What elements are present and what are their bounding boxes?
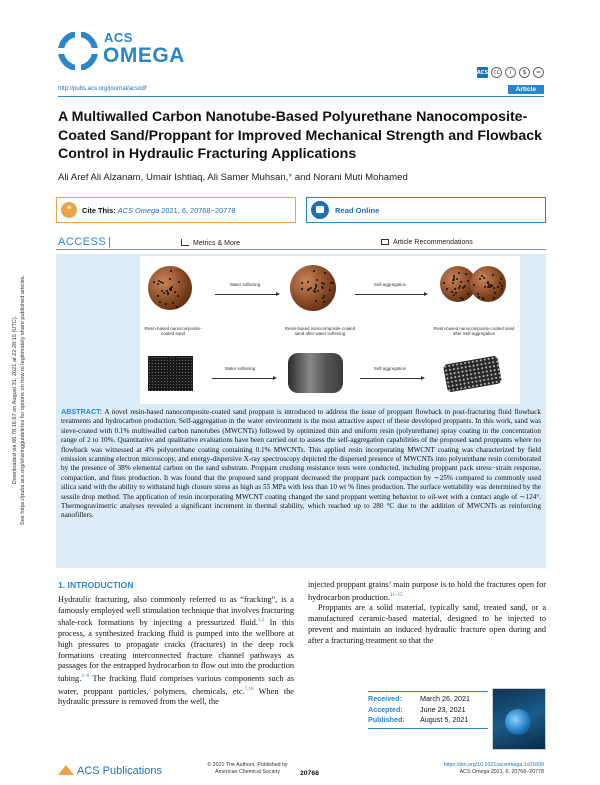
speck — [500, 278, 502, 280]
speck — [316, 279, 318, 281]
abstract-text — [61, 407, 541, 521]
toc-caption-2: Resin-based nanocomposite-coated sand after water softening — [284, 326, 356, 336]
intro-heading: 1. INTRODUCTION — [58, 580, 134, 590]
speck — [453, 279, 455, 281]
copyright-line1: © 2021 The Authors. Published by — [207, 762, 288, 768]
authors-end-text: and Norani Muti Mohamed — [292, 172, 408, 183]
copyright-notice — [190, 762, 305, 775]
read-online-button[interactable] — [306, 197, 546, 223]
nd-icon[interactable]: = — [533, 67, 544, 78]
resin-sand-micrograph — [148, 356, 193, 391]
introduction-left-column — [58, 580, 294, 708]
recommendations-link[interactable] — [381, 239, 473, 246]
intro-paragraph-1 — [58, 595, 294, 708]
toc-caption-3: Resin-based nanocomposite-coated sand after Self-aggregation — [433, 326, 515, 336]
toc-self-aggregation-2: Self-aggregation — [373, 366, 407, 371]
speck — [455, 292, 457, 294]
speck — [165, 303, 167, 305]
speck — [313, 290, 315, 292]
speck — [460, 281, 462, 283]
arrow-icon — [355, 294, 425, 295]
ref-link[interactable]: 1,2 — [257, 618, 265, 624]
abstract-body: A novel resin-based nanocomposite-coated sand proppant is introduced to address the issue of proppant flowback in post-fracturing fluid flowback treatments and hydrocarbon production. Self-aggregation in the water environment is the most attractive aspect of these developed proppants. In this work, sand was sieve-coated with 0.1% multiwalled carbon nanotubes (MWCNTs) followed by optimized thin and uniform resin (polyurethane) spray coating in the concentration range of 2 to 10%. Quantitative and qualitative evaluations have been carried out to assess the self-aggregation capabilities of the proposed sand proppants where no flowback was witnessed at 4% polyurethane coating containing 0.1% MWCNTs. This applied resin incorporating MWCNT coating was characterized by field emission scanning electron microscopy, and energy-dispersive X-ray spectroscopy depicted the dispersed presence of MWCNTs into polyurethane resin corroborated by the presence of 38% elemental carbon on the sand substrate. Proppant crushing resistance tests were conducted, including proppant pack stress−strain response, compaction, and fines production. It was found that the proposed sand proppant decreased the proppant pack compaction by ∼25% compared to commonly used silica sand with the ability to withstand high closure stress as high as 55 MPa with less than 10 wt % fines production. The surface wettability was determined by the sessile drop method. The application of resin incorporating MWCNT coating changed the sand proppant wetting behavior to oil-wet with a contact angle of ∼124°. Thermogravimetric analyses revealed a significant increment in thermal stability, which reached up to 280 °C due to the addition of MWCNTs as reinforcing nanofillers. — [61, 408, 541, 520]
speck — [467, 293, 469, 295]
cite-this-box[interactable] — [56, 197, 296, 223]
abstract-section — [56, 254, 546, 568]
speck — [177, 295, 179, 297]
doi-link[interactable]: https://doi.org/10.1021/acsomega.1c01609 — [443, 762, 544, 768]
speck — [170, 270, 172, 272]
aggregated-block-image — [443, 355, 502, 392]
speck — [313, 270, 315, 272]
speck — [307, 281, 309, 283]
speck — [458, 287, 460, 289]
speck — [157, 295, 159, 297]
coated-sand-ball-image — [148, 266, 192, 310]
speck — [176, 306, 178, 308]
copyright-line2: American Chemical Society — [215, 768, 280, 775]
speck — [479, 278, 481, 280]
side-note-line2: See https://pubs.acs.org/sharingguidelines for options on how to legitimately share published articles. — [20, 274, 26, 526]
speck — [174, 291, 176, 293]
speck — [493, 297, 495, 299]
speck — [452, 282, 454, 284]
speck — [494, 292, 496, 294]
speck — [169, 278, 171, 280]
speck — [315, 300, 317, 302]
cite-ref: 2021, 6, 20768−20778 — [159, 206, 236, 215]
speck — [453, 277, 455, 279]
speck — [483, 277, 485, 279]
ref-link[interactable]: 7,10 — [244, 686, 254, 692]
journal-url-link[interactable]: http://pubs.acs.org/journal/acsodf — [58, 86, 147, 92]
speck — [467, 280, 469, 282]
toc-water-softening-2: Water softening — [224, 366, 256, 371]
speck — [481, 275, 483, 277]
cite-journal: ACS Omega — [117, 206, 160, 215]
softened-sand-ball-image — [290, 265, 336, 311]
speck — [499, 282, 501, 284]
introduction-right-column — [308, 580, 546, 647]
article-title: A Multiwalled Carbon Nanotube-Based Polyurethane Nanocomposite-Coated Sand/Proppant for Improved Mechanical Strength and Flowback Control in Hydraulic Fracturing Applications — [58, 109, 543, 162]
speck — [488, 284, 490, 286]
acs-license-icon[interactable]: ACS — [477, 67, 488, 78]
bar-chart-icon — [181, 239, 189, 246]
abstract-keyword: ABSTRACT: — [61, 407, 103, 416]
accepted-value: June 23, 2021 — [420, 704, 466, 714]
acs-publications-logo[interactable] — [58, 765, 162, 777]
speck — [153, 281, 155, 283]
read-online-label: Read Online — [335, 206, 380, 215]
nc-icon[interactable]: $ — [519, 67, 530, 78]
speck — [493, 287, 495, 289]
speck — [454, 288, 456, 290]
speck — [484, 286, 486, 288]
arrow-icon — [215, 294, 277, 295]
softened-cylinder-image — [288, 353, 343, 393]
publisher-name: ACS Publications — [77, 765, 162, 777]
speck — [492, 274, 494, 276]
recommendations-label: Article Recommendations — [393, 239, 473, 246]
omega-logo-mark-icon — [58, 32, 98, 70]
speck — [462, 287, 464, 289]
document-icon — [381, 239, 389, 245]
brand-omega: OMEGA — [103, 44, 185, 67]
speck — [497, 286, 499, 288]
speck — [162, 282, 164, 284]
speck — [301, 288, 303, 290]
intro-p1-a: Hydraulic fracturing, also commonly referred to as “fracking”, is a famously employed well stimulation technique that involves fracturing shale-rock formations by injecting a pressurized fluid. — [58, 594, 294, 628]
ref-link[interactable]: 11−15 — [390, 592, 403, 598]
speck — [301, 282, 303, 284]
toc-water-softening-1: Water softening — [229, 282, 261, 287]
access-label: ACCESS — [58, 236, 107, 248]
quote-icon: ❝ — [61, 202, 77, 218]
toc-caption-1: Resin-based nanocomposite-coated sand — [144, 326, 202, 336]
speck — [323, 301, 325, 303]
speck — [308, 288, 310, 290]
speck — [317, 290, 319, 292]
intro-r1-a: injected proppant grains’ main purpose is to hold the fractures open for hydrocarbon production. — [308, 580, 546, 602]
corresponding-author-star[interactable]: * — [288, 172, 293, 183]
speck — [477, 293, 479, 295]
article-type-badge: Article — [508, 85, 544, 94]
author-list — [58, 172, 408, 183]
arrow-icon — [360, 378, 422, 379]
accepted-key: Accepted: — [368, 704, 403, 714]
speck — [329, 289, 331, 291]
side-note-line1: Downloaded via 66.78.16.67 on August 31, 2021 at 22:28:15 (UTC). — [12, 315, 18, 485]
speck — [314, 291, 316, 293]
authors-text: Ali Aref Ali Alzanam, Umair Ishtiaq, Ali Samer Muhsan, — [58, 172, 289, 183]
published-value: August 5, 2021 — [420, 715, 469, 724]
intro-right-paragraph-1 — [308, 580, 546, 603]
speck — [315, 284, 317, 286]
speck — [157, 283, 159, 285]
intro-p1-c: The fracking fluid comprises various components such as water, proppant particles, polymers, chemicals, etc. — [58, 673, 294, 696]
metrics-label: Metrics & More — [193, 240, 241, 247]
aggregated-sand-ball-image-right — [470, 266, 506, 302]
speck — [163, 292, 165, 294]
speck — [332, 282, 334, 284]
by-icon[interactable]: i — [505, 67, 516, 78]
license-icons — [477, 67, 544, 78]
speck — [501, 288, 503, 290]
footer-citation-text: ACS Omega 2021, 6, 20768−20778 — [459, 768, 544, 775]
speck — [443, 282, 445, 284]
cite-label: Cite This: — [82, 206, 116, 215]
download-side-note — [4, 235, 34, 565]
speck — [322, 297, 324, 299]
toc-self-aggregation-1: Self-aggregation — [373, 282, 407, 287]
speck — [178, 281, 180, 283]
received-key: Received: — [368, 694, 402, 703]
speck — [487, 286, 489, 288]
speck — [462, 298, 464, 300]
header-rule — [58, 96, 544, 97]
speck — [451, 291, 453, 293]
page-number: 20768 — [300, 770, 319, 777]
speck — [464, 285, 466, 287]
ref-link[interactable]: 3−6 — [81, 674, 90, 680]
published-key: Published: — [368, 715, 405, 724]
speck — [172, 302, 174, 304]
speck — [160, 281, 162, 283]
speck — [465, 273, 467, 275]
access-bar: ACCESS | Metrics & More Article Recommendations — [56, 236, 546, 250]
speck — [323, 283, 325, 285]
speck — [456, 278, 458, 280]
toc-graphic — [140, 256, 520, 404]
speck — [159, 301, 161, 303]
arrow-icon — [212, 378, 274, 379]
intro-p1-b: In this process, a synthesized fracking fluid is pumped into the wellbore at high pressures to propagate cracks (fractures) in the deep rock formations creating interconnected fracture channel pathways as passages for the entrapped hydrocarbon to flow out into the production tubing. — [58, 618, 294, 683]
acs-publications-mark-icon — [58, 765, 74, 775]
publication-dates — [368, 691, 488, 729]
intro-right-paragraph-2: Proppants are a solid material, typically sand, treated sand, or a manufactured ceramic-based material, designed to be injected to prevent and maintain an induced hydraulic fracture open during and after a fracturing treatment so that the — [308, 603, 546, 645]
brand-acs: ACS — [104, 30, 133, 45]
intro-p1-d: When the hydraulic pressure is removed from the well, the — [58, 686, 294, 707]
cc-icon[interactable]: cc — [491, 67, 502, 78]
speck — [478, 296, 480, 298]
acs-omega-logo[interactable] — [58, 30, 185, 72]
speck — [473, 284, 475, 286]
footer-citation — [444, 762, 544, 775]
speck — [330, 282, 332, 284]
speck — [458, 272, 460, 274]
received-value: March 26, 2021 — [420, 694, 470, 703]
journal-cover-thumbnail[interactable] — [492, 688, 546, 750]
speck — [446, 288, 448, 290]
read-online-icon — [311, 201, 329, 219]
speck — [322, 287, 324, 289]
speck — [324, 272, 326, 274]
metrics-link[interactable] — [181, 239, 240, 247]
speck — [167, 292, 169, 294]
